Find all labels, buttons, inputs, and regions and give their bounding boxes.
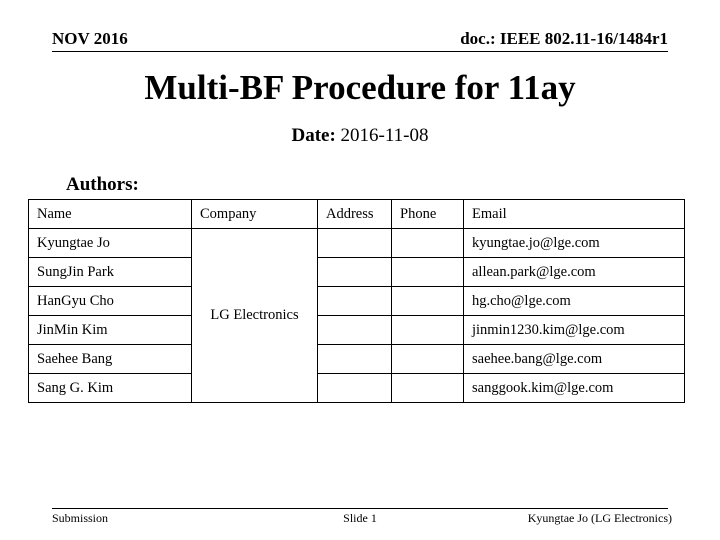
col-header-name: Name bbox=[29, 200, 192, 229]
author-phone bbox=[392, 229, 464, 258]
author-phone bbox=[392, 374, 464, 403]
header-divider bbox=[52, 51, 668, 52]
author-email: allean.park@lge.com bbox=[464, 258, 685, 287]
col-header-address: Address bbox=[318, 200, 392, 229]
table-row bbox=[29, 345, 685, 374]
date-value: 2016-11-08 bbox=[340, 125, 429, 146]
author-address bbox=[318, 374, 392, 403]
author-address bbox=[318, 345, 392, 374]
author-address bbox=[318, 287, 392, 316]
col-header-email: Email bbox=[464, 200, 685, 229]
author-name: Sang G. Kim bbox=[29, 374, 192, 403]
slide-title: Multi-BF Procedure for 11ay bbox=[144, 68, 576, 107]
table-row bbox=[29, 374, 685, 403]
footer-divider bbox=[52, 508, 668, 509]
author-email: sanggook.kim@lge.com bbox=[464, 374, 685, 403]
author-email: jinmin1230.kim@lge.com bbox=[464, 316, 685, 345]
authors-label: Authors: bbox=[66, 174, 139, 195]
author-phone bbox=[392, 345, 464, 374]
table-row bbox=[29, 287, 685, 316]
author-email: saehee.bang@lge.com bbox=[464, 345, 685, 374]
authors-table bbox=[28, 199, 685, 403]
author-name: SungJin Park bbox=[29, 258, 192, 287]
table-header-row bbox=[29, 200, 685, 229]
footer-submission: Submission bbox=[52, 511, 109, 525]
date-label: Date: bbox=[291, 125, 336, 146]
footer-author: Kyungtae Jo (LG Electronics) bbox=[527, 511, 672, 525]
author-name: JinMin Kim bbox=[29, 316, 192, 345]
footer-slide-number: Slide 1 bbox=[343, 511, 377, 525]
author-phone bbox=[392, 316, 464, 345]
author-phone bbox=[392, 287, 464, 316]
company-cell: LG Electronics bbox=[192, 229, 318, 403]
author-name: Saehee Bang bbox=[29, 345, 192, 374]
author-address bbox=[318, 316, 392, 345]
header-doc-id: doc.: IEEE 802.11-16/1484r1 bbox=[460, 29, 668, 48]
author-email: hg.cho@lge.com bbox=[464, 287, 685, 316]
author-email: kyungtae.jo@lge.com bbox=[464, 229, 685, 258]
author-address bbox=[318, 258, 392, 287]
author-name: Kyungtae Jo bbox=[29, 229, 192, 258]
col-header-company: Company bbox=[192, 200, 318, 229]
author-name: HanGyu Cho bbox=[29, 287, 192, 316]
header-date: NOV 2016 bbox=[52, 29, 128, 48]
author-phone bbox=[392, 258, 464, 287]
table-row bbox=[29, 316, 685, 345]
table-row bbox=[29, 258, 685, 287]
table-row bbox=[29, 229, 685, 258]
date-line bbox=[0, 125, 720, 147]
col-header-phone: Phone bbox=[392, 200, 464, 229]
author-address bbox=[318, 229, 392, 258]
